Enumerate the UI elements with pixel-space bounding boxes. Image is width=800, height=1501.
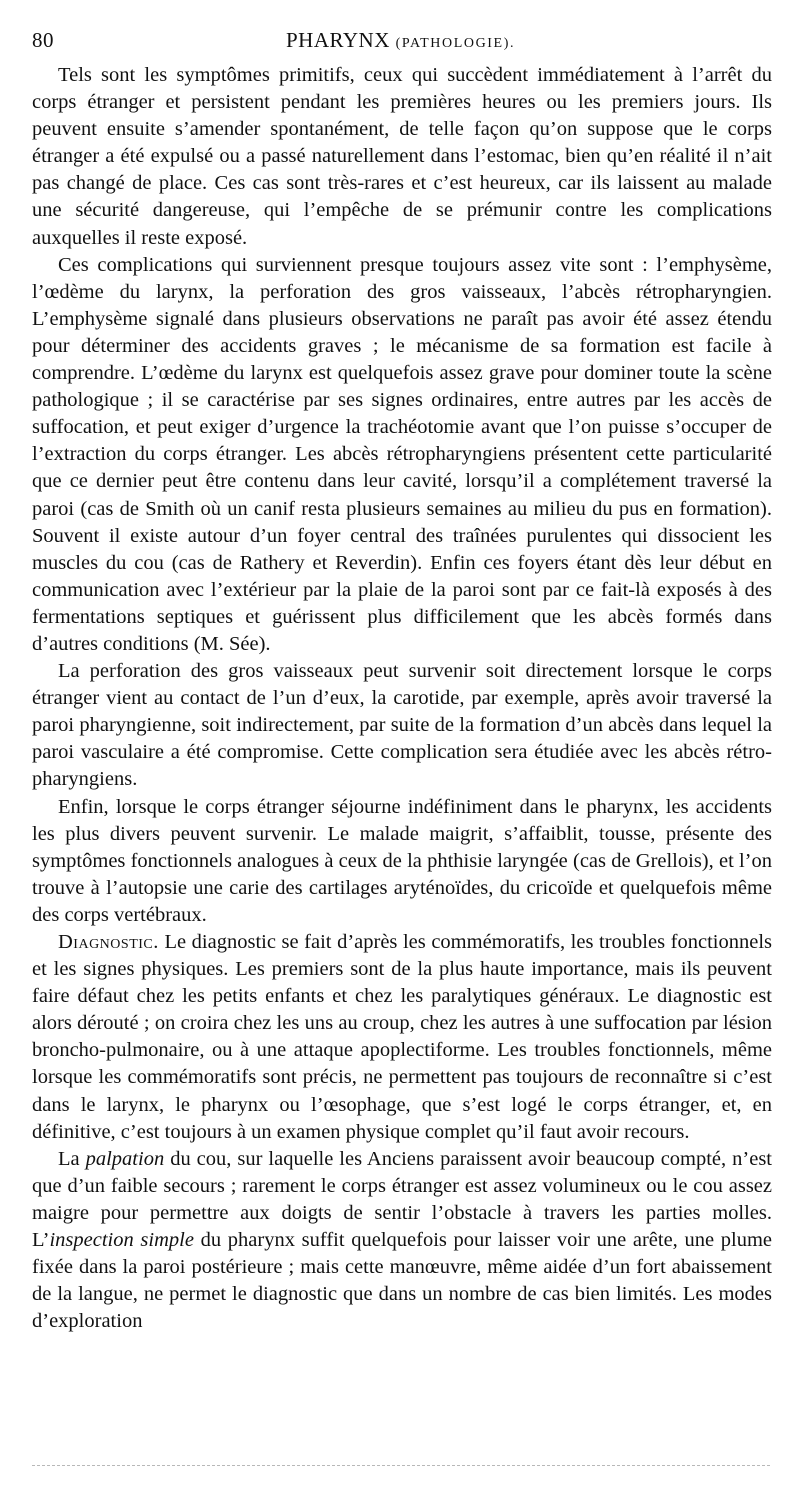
paragraph-complications bbox=[32, 252, 772, 658]
paragraph-perforation bbox=[32, 658, 772, 793]
paragraph-text: Tels sont les symptômes primitifs, ceux qui succèdent immédiatement à l’arrêt du corps étranger et persistent pendant les premières heures ou les premiers jours. Ils peuvent ensuite s’amender spontanément, de telle façon qu’on suppose que le corps étranger a été expulsé ou a passé naturellement dans l’estomac, bien qu’en réalité il n’ait pas changé de place. Ces cas sont très-rares et c’est heureux, car ils laissent au malade une sécurité dangereuse, qui l’empêche de se prémunir contre les complications auxquelles il reste exposé. bbox=[32, 64, 772, 249]
paragraph-text: du pharynx suffit quelquefois pour laisser voir une arête, une plume fixée dans la paroi postérieure ; mais cette manœuvre, même aidée d’un fort abaissement de la langue, ne permet le diagnostic que dans un nombre de cas bien limités. Les modes d’exploration bbox=[32, 1229, 772, 1333]
paragraph-text: du cou, sur laquelle les Anciens paraissent avoir beaucoup compté, n’est que d’un faible secours ; rarement le corps étranger est assez volumineux ou le cou assez maigre pour permettre aux doigts de sentir l’obstacle à travers les parties molles. L’ bbox=[32, 1147, 772, 1252]
paragraph-text: La bbox=[58, 1147, 86, 1170]
paragraph-text: Ces complications qui surviennent presque toujours assez vite sont : l’emphysème, l’œdème du larynx, la perforation des gros vaisseaux, l’abcès rétropharyngien. L’emphysème signalé dans plusieurs observations ne paraît pas avoir été assez étendu pour déterminer des accidents graves ; le mécanisme de sa formation est facile à comprendre. L’œdème du larynx est quelquefois assez grave pour dominer toute la scène pathologique ; il se caractérise par ses signes ordinaires, entre autres par les accès de suffocation, et peut exiger d’urgence la trachéotomie avant que l’on puisse s’occuper de l’extraction du corps étranger. Les abcès rétropharyngiens présentent cette particularité que ce dernier peut être contenu dans leur cavité, lorsqu’il a complétement traversé la paroi (cas de Smith où un canif resta plusieurs semaines au milieu du pus en formation). Souvent il existe autour d’un foyer central des traînées purulentes qui dissocient les muscles du cou (cas de Rathery et Reverdin). Enfin ces foyers étant dès leur début en communication avec l’extérieur par la plaie de la paroi sont par ce fait-là exposés à des fermentations septiques et guérissent plus difficilement que les abcès formés dans d’autres conditions (M. Sée). bbox=[32, 253, 772, 655]
paragraph-text: La perforation des gros vaisseaux peut survenir soit directement lorsque le corps étranger vient au contact de l’un d’eux, la carotide, par exemple, après avoir traversé la paroi pharyngienne, soit indirectement, par suite de la formation d’un abcès dans lequel la paroi vasculaire a été compromise. Cette complication sera étudiée avec les abcès rétro-pharyngiens. bbox=[32, 660, 772, 791]
page-header bbox=[32, 24, 770, 56]
paragraph-diagnostic bbox=[32, 929, 772, 1146]
paragraph-text: Le diagnostic se fait d’après les commémoratifs, les troubles fonctionnels et les signes physiques. Les premiers sont de la plus haute importance, mais ils peuvent faire défaut chez les petits enfants et chez les paralytiques généraux. Le diagnostic est alors dérouté ; on croira chez les uns au croup, chez les autres à une suffocation par lésion broncho-pulmonaire, ou à une attaque apoplectiforme. Les troubles fonctionnels, même lorsque les commémoratifs sont précis, ne permettent pas toujours de reconnaître si c’est dans le larynx, le pharynx ou l’œsophage, que s’est logé le corps étranger, et, en définitive, c’est toujours à un examen physique complet qu’il faut avoir recours. bbox=[32, 931, 772, 1143]
running-title-main: PHARYNX bbox=[286, 28, 390, 52]
section-heading-diagnostic: Diagnostic. bbox=[58, 931, 159, 953]
emphasis-palpation: palpation bbox=[85, 1147, 165, 1170]
bottom-divider bbox=[32, 1465, 770, 1466]
running-title-sub: (PATHOLOGIE). bbox=[395, 36, 516, 51]
body-text bbox=[32, 62, 772, 1335]
emphasis-inspection-simple: inspection simple bbox=[49, 1229, 194, 1252]
running-title bbox=[286, 28, 515, 53]
page-number: 80 bbox=[32, 28, 54, 52]
paragraph-sejour-indefini bbox=[32, 794, 772, 929]
paragraph-symptomes-primitifs bbox=[32, 62, 772, 252]
paragraph-palpation bbox=[32, 1146, 772, 1336]
paragraph-text: Enfin, lorsque le corps étranger séjourne indéfiniment dans le pharynx, les accidents les plus divers peuvent survenir. Le malade maigrit, s’affaiblit, tousse, présente des symptômes fonctionnels analogues à ceux de la phthisie laryngée (cas de Grellois), et l’on trouve à l’autopsie une carie des cartilages aryténoïdes, du cricoïde et quelquefois même des corps vertébraux. bbox=[32, 795, 772, 926]
